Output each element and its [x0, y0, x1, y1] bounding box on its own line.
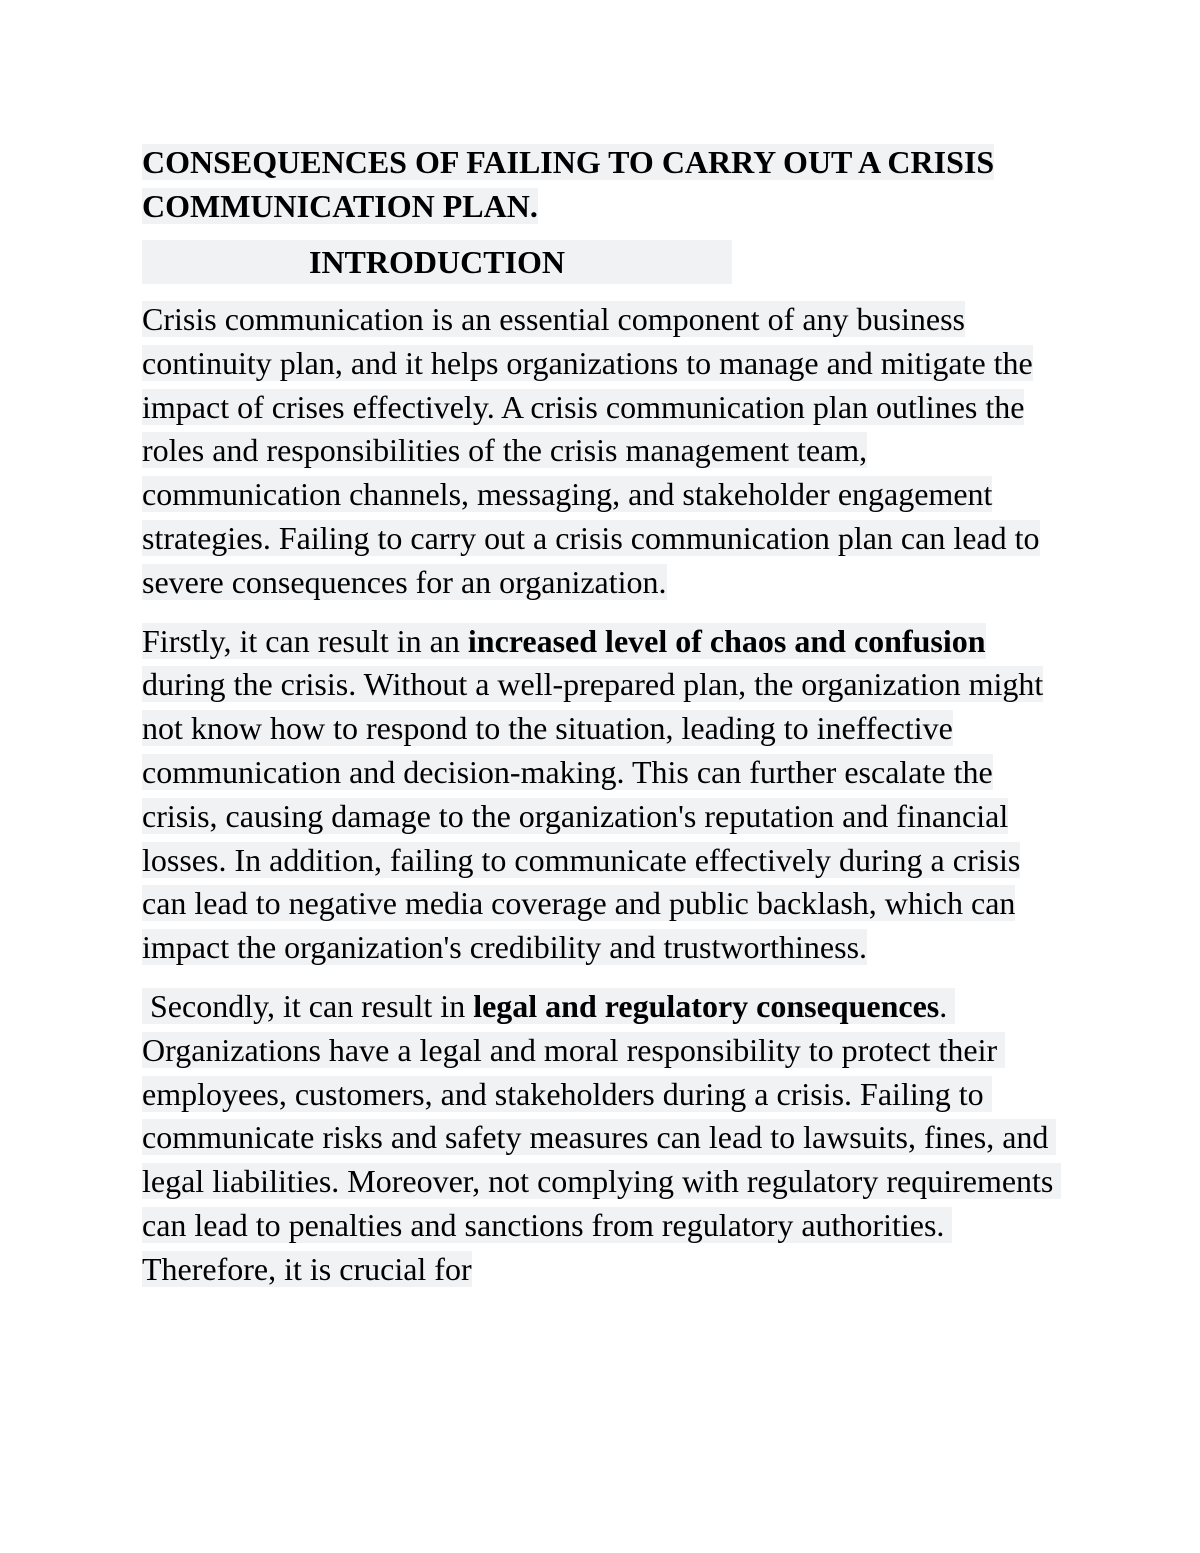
- paragraph-secondly-text: [142, 988, 1061, 1287]
- paragraph-secondly-rest: . Organizations have a legal and moral responsibility to protect their employees, customers, and stakeholders during a crisis. Failing to communicate risks and safety measures can lead to lawsuits, fines, and legal liabilities. Moreover, not complying with regulatory requirements can lead to penalties and sanctions from regulatory authorities. Therefore, it is crucial for: [142, 987, 1062, 1287]
- document-title-text: CONSEQUENCES OF FAILING TO CARRY OUT A CRISIS COMMUNICATION PLAN.: [142, 144, 995, 224]
- paragraph-secondly: [142, 985, 1062, 1292]
- paragraph-intro-text: Crisis communication is an essential component of any business continuity plan, and it helps organizations to manage and mitigate the impact of crises effectively. A crisis communication plan outlines the roles and responsibilities of the crisis management team, communication channels, messaging, and stakeholder engagement strategies. Failing to carry out a crisis communication plan can lead to severe consequences for an organization.: [142, 301, 1040, 600]
- paragraph-secondly-lead: Secondly, it can result in: [142, 987, 474, 1024]
- document-page: [142, 140, 1062, 1307]
- paragraph-secondly-emphasis: legal and regulatory consequences: [473, 987, 940, 1024]
- paragraph-firstly-text: [142, 623, 1043, 966]
- paragraph-intro: [142, 298, 1062, 605]
- document-title: [142, 140, 1062, 228]
- paragraph-firstly-lead: Firstly, it can result in an: [142, 622, 468, 659]
- paragraph-firstly-rest: during the crisis. Without a well-prepared plan, the organization might not know how to respond to the situation, leading to ineffective communication and decision-making. This can further escalate the crisis, causing damage to the organization's reputation and financial losses. In addition, failing to communicate effectively during a crisis can lead to negative media coverage and public backlash, which can impact the organization's credibility and trustworthiness.: [142, 666, 1044, 966]
- paragraph-firstly-emphasis: increased level of chaos and confusion: [467, 622, 986, 659]
- section-heading: INTRODUCTION: [142, 240, 732, 284]
- paragraph-firstly: [142, 620, 1062, 970]
